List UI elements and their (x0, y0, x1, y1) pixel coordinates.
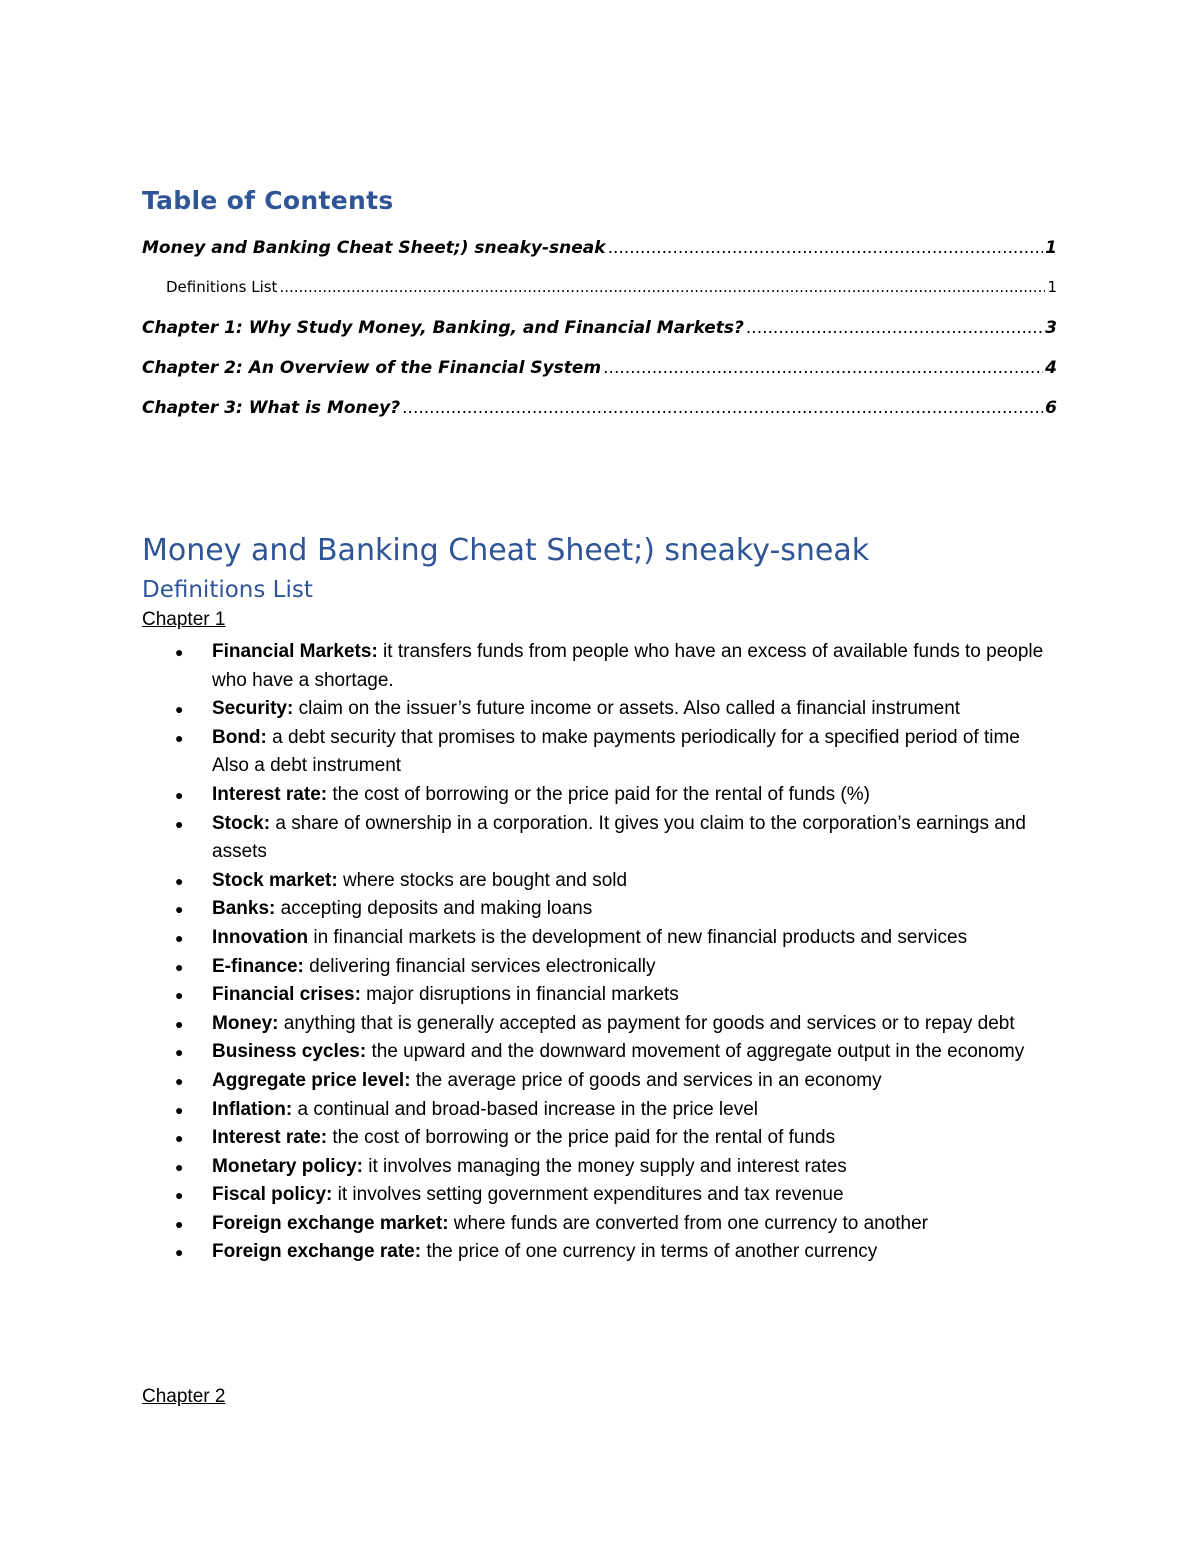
toc-entry[interactable] (142, 278, 1057, 318)
bullet-icon: ● (175, 1158, 184, 1175)
definition-text: where funds are converted from one currency to another (448, 1212, 929, 1234)
toc-entry-text: Money and Banking Cheat Sheet;) sneaky-sneak (142, 238, 606, 258)
bullet-icon: ● (175, 929, 184, 946)
definition-term: Interest rate: (212, 783, 328, 805)
toc-entry-text: Chapter 2: An Overview of the Financial System (142, 358, 602, 378)
definition-item (142, 1038, 1072, 1067)
definition-text: in financial markets is the development of new financial products and services (308, 926, 968, 948)
bullet-icon: ● (175, 1130, 184, 1147)
toc-entry-page: 1 (1045, 238, 1057, 258)
toc-entry[interactable] (142, 358, 1057, 398)
definition-item (142, 781, 1072, 810)
bullet-icon: ● (175, 872, 184, 889)
toc-leader-dots (746, 318, 1043, 338)
bullet-icon: ● (175, 1187, 184, 1204)
toc-leader-dots (608, 238, 1044, 258)
chapter-2-heading: Chapter 2 (142, 1386, 226, 1407)
toc-entry[interactable] (142, 398, 1057, 438)
bullet-icon: ● (175, 729, 184, 746)
definition-term: Business cycles: (212, 1041, 367, 1063)
bullet-icon: ● (175, 901, 184, 918)
definition-item (142, 867, 1072, 896)
toc-entry-text: Chapter 1: Why Study Money, Banking, and Financial Markets? (142, 318, 744, 338)
definition-term: Inflation: (212, 1098, 293, 1120)
definition-text: it involves managing the money supply and interest rates (362, 1155, 847, 1177)
bullet-icon: ● (175, 958, 184, 975)
definition-term: Stock market: (212, 869, 338, 891)
definition-text: major disruptions in financial markets (360, 984, 679, 1006)
definition-term: Monetary policy: (212, 1155, 363, 1177)
definition-term: Foreign exchange rate: (212, 1241, 422, 1263)
definition-term: Banks: (212, 898, 276, 920)
definition-text: claim on the issuer’s future income or assets. Also called a financial instrument (293, 698, 961, 720)
toc-leader-dots (279, 278, 1045, 296)
bullet-icon: ● (175, 1244, 184, 1261)
toc-entry-text: Chapter 3: What is Money? (142, 398, 401, 418)
toc-entry-page: 1 (1047, 278, 1057, 296)
definition-term: Fiscal policy: (212, 1184, 333, 1206)
definition-text: the cost of borrowing or the price paid for the rental of funds (%) (327, 783, 870, 805)
toc-entry-text: Definitions List (166, 278, 278, 296)
bullet-icon: ● (175, 1072, 184, 1089)
definition-item (142, 1238, 1072, 1267)
definition-extra-text: Also a debt instrument (212, 755, 402, 777)
definition-term: Aggregate price level: (212, 1069, 411, 1091)
bullet-icon: ● (175, 1215, 184, 1232)
definition-item (142, 1210, 1072, 1239)
definition-item (142, 895, 1072, 924)
toc-leader-dots (603, 358, 1043, 378)
definition-item (142, 1067, 1072, 1096)
definition-item (142, 695, 1072, 724)
bullet-icon: ● (175, 701, 184, 718)
definition-text: it transfers funds from people who have an excess of available funds to people who have a shortage. (212, 641, 1044, 691)
definition-text: it involves setting government expenditures and tax revenue (332, 1184, 844, 1206)
definition-term: Innovation (212, 926, 309, 948)
definition-text: a debt security that promises to make payments periodically for a specified period of time (266, 726, 1020, 748)
toc-entry-page: 3 (1045, 318, 1057, 338)
definition-term: Bond: (212, 726, 267, 748)
definition-text: a share of ownership in a corporation. It gives you claim to the corporation’s earnings and assets (212, 812, 1026, 863)
bullet-icon: ● (175, 1101, 184, 1118)
table-of-contents (142, 238, 1057, 438)
toc-entry[interactable] (142, 238, 1057, 278)
toc-entry-page: 6 (1045, 398, 1057, 418)
bullet-icon: ● (175, 1015, 184, 1032)
definition-item (142, 1010, 1072, 1039)
definition-item (142, 1096, 1072, 1125)
definition-item (142, 1181, 1072, 1210)
definition-text: a continual and broad-based increase in the price level (292, 1098, 758, 1120)
definition-item (142, 1153, 1072, 1182)
definition-term: Security: (212, 698, 294, 720)
document-title: Money and Banking Cheat Sheet;) sneaky-sneak (142, 533, 870, 568)
definition-text: anything that is generally accepted as payment for goods and services or to repay debt (278, 1012, 1015, 1034)
toc-leader-dots (402, 398, 1043, 418)
bullet-icon: ● (175, 987, 184, 1004)
definition-term: E-finance: (212, 955, 304, 977)
definition-term: Foreign exchange market: (212, 1212, 449, 1234)
definition-item (142, 638, 1072, 695)
bullet-icon: ● (175, 1044, 184, 1061)
section-heading: Definitions List (142, 577, 313, 603)
definition-text: accepting deposits and making loans (275, 898, 593, 920)
definition-text: the cost of borrowing or the price paid for the rental of funds (327, 1127, 836, 1149)
definition-item (142, 924, 1072, 953)
chapter-1-heading: Chapter 1 (142, 609, 226, 630)
definition-term: Money: (212, 1012, 279, 1034)
toc-title: Table of Contents (142, 186, 394, 215)
definition-text: the average price of goods and services in an economy (410, 1069, 882, 1091)
toc-entry[interactable] (142, 318, 1057, 358)
definition-term: Financial crises: (212, 984, 361, 1006)
definition-item (142, 981, 1072, 1010)
toc-entry-page: 4 (1045, 358, 1057, 378)
definition-text: delivering financial services electronically (303, 955, 656, 977)
definition-item (142, 953, 1072, 982)
bullet-icon: ● (175, 644, 184, 660)
definition-item (142, 724, 1072, 781)
definitions-list (142, 638, 1072, 1267)
definition-term: Financial Markets: (212, 641, 378, 662)
definition-term: Interest rate: (212, 1127, 328, 1149)
definition-text: the upward and the downward movement of aggregate output in the economy (366, 1041, 1025, 1063)
bullet-icon: ● (175, 786, 184, 803)
definition-item (142, 810, 1072, 867)
definition-text: the price of one currency in terms of another currency (421, 1241, 878, 1263)
definition-text: where stocks are bought and sold (337, 869, 628, 891)
bullet-icon: ● (175, 815, 184, 832)
definition-term: Stock: (212, 812, 271, 834)
definition-item (142, 1124, 1072, 1153)
